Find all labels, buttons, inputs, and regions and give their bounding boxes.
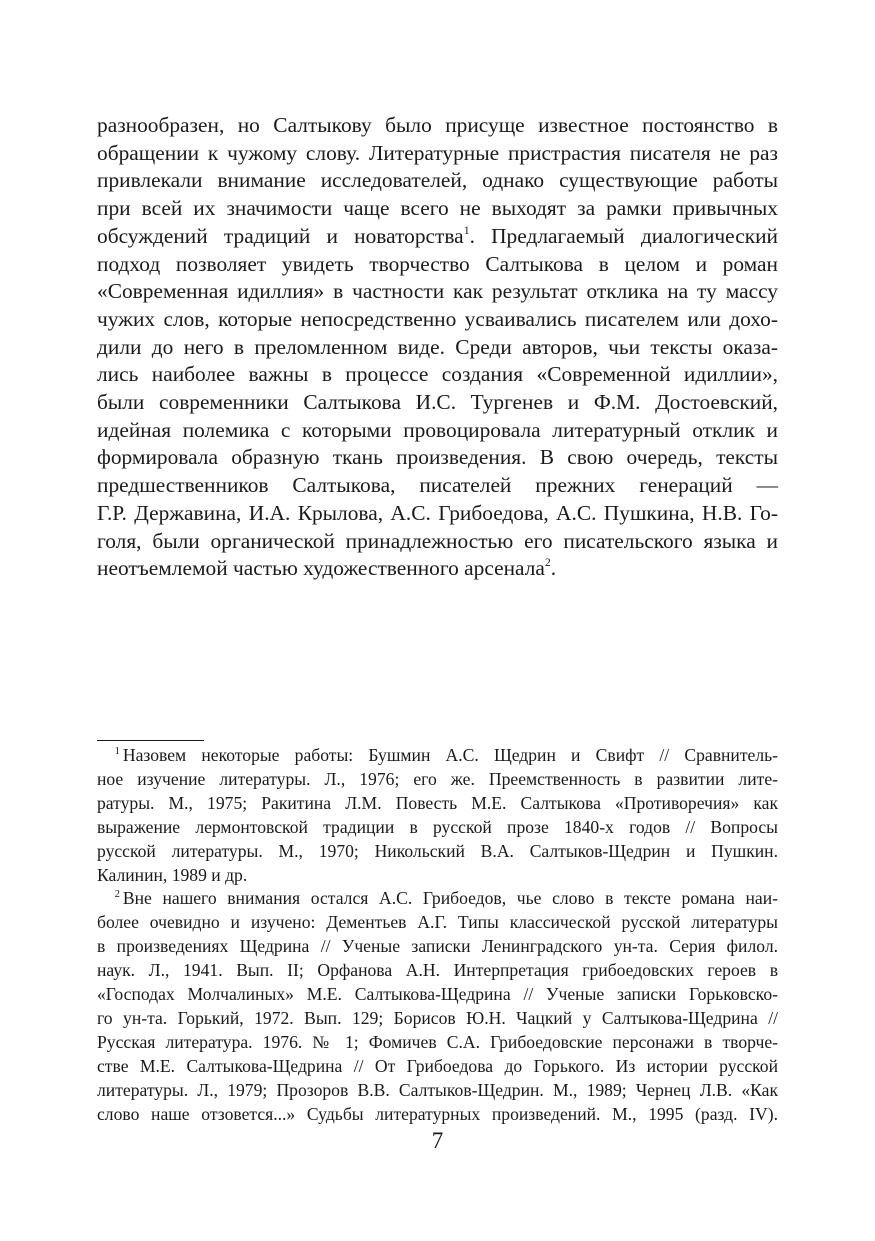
footnote-line: стве М.Е. Салтыкова-Щедрина // От Грибоедова до Горького. Из истории русской <box>97 1055 778 1076</box>
text-line: Г.Р. Державина, И.А. Крылова, А.С. Грибоедова, А.С. Пушкина, Н.В. Го- <box>97 500 778 525</box>
text-line: при всей их значимости чаще всего не выходят за рамки привычных <box>97 196 778 221</box>
page-number: 7 <box>431 1128 444 1153</box>
text-line: чужих слов, которые непосредственно усваивались писателем или дохо- <box>97 306 778 331</box>
text-line: были современники Салтыкова И.С. Тургенев и Ф.М. Достоевский, <box>97 390 778 415</box>
footnotes <box>97 744 778 1127</box>
footnote-line: в произведениях Щедрина // Ученые записки Ленинградского ун-та. Серия филол. <box>97 936 778 957</box>
footnote-line: литературы. Л., 1979; Прозоров В.В. Салтыков-Щедрин. М., 1989; Чернец Л.В. «Как <box>97 1079 778 1100</box>
footnote-line: ное изучение литературы. Л., 1976; его же. Преемственность в развитии лите- <box>97 768 778 789</box>
footnote-1 <box>97 744 778 887</box>
footnote-line <box>97 887 778 911</box>
text-line: голя, были органической принадлежностью его писательского языка и <box>97 528 778 553</box>
footnote-marker: 1 <box>114 745 120 757</box>
text-line: обращении к чужому слову. Литературные пристрастия писателя не раз <box>97 140 778 165</box>
text-line: лись наиболее важны в процессе создания «Современной идиллии», <box>97 362 778 387</box>
text-fragment: . <box>550 556 557 581</box>
footnote-line <box>97 744 778 768</box>
text-line: разнообразен, но Салтыкову было присуще известное постоянство в <box>97 113 778 137</box>
text-line: идейная полемика с которыми провоцировала литературный отклик и <box>97 417 778 442</box>
text-line: дили до него в преломленном виде. Среди авторов, чьи тексты оказа- <box>97 334 778 359</box>
footnote-ref-2[interactable]: 2 <box>544 556 551 570</box>
text-line: подход позволяет увидеть творчество Салтыкова в целом и роман <box>97 251 778 276</box>
footnote-line: более очевидно и изучено: Дементьев А.Г. Типы классической русской литературы <box>97 912 778 933</box>
text-line <box>97 223 778 251</box>
footnote-line: ратуры. М., 1975; Ракитина Л.М. Повесть М.Е. Салтыкова «Противоречия» как <box>97 792 778 813</box>
footnote-line: выражение лермонтовской традиции в русской прозе 1840-х годов // Вопросы <box>97 816 778 837</box>
footnote-line: Русская литература. 1976. № 1; Фомичев С.А. Грибоедовские персонажи в творче- <box>97 1031 778 1052</box>
text-fragment: Вне нашего внимания остался А.С. Грибоедов, чье слово в тексте романа наи- <box>122 888 778 909</box>
text-line: предшественников Салтыкова, писателей прежних генераций — <box>97 473 778 498</box>
footnote-line: русской литературы. М., 1970; Никольский В.А. Салтыков-Щедрин и Пушкин. <box>97 840 778 861</box>
footnote-line: слово наше отзовется...» Судьбы литературных произведений. М., 1995 (разд. IV). <box>97 1103 778 1124</box>
footnote-2 <box>97 887 778 1126</box>
text-fragment: . Предлагаемый диалогический <box>469 223 778 248</box>
footnote-marker: 2 <box>114 889 120 901</box>
text-line: формировала образную ткань произведения. В свою очередь, тексты <box>97 445 778 470</box>
text-fragment: обсуждений традиций и новаторства <box>97 223 464 248</box>
footnote-line: «Господах Молчалиных» М.Е. Салтыкова-Щедрина // Ученые записки Горьковско- <box>97 984 778 1005</box>
text-line: «Современная идиллия» в частности как результат отклика на ту массу <box>97 279 778 304</box>
footnote-line: Калинин, 1989 и др. <box>97 864 248 885</box>
text-fragment: неотъемлемой частью художественного арсенала <box>97 556 545 581</box>
text-line <box>97 555 778 583</box>
footnote-separator <box>97 740 204 741</box>
body-text <box>97 112 778 583</box>
text-line: привлекали внимание исследователей, однако существующие работы <box>97 168 778 193</box>
footnote-ref-1[interactable]: 1 <box>463 224 470 237</box>
footnote-line: наук. Л., 1941. Вып. II; Орфанова А.Н. Интерпретация грибоедовских героев в <box>97 960 778 981</box>
footnote-line: го ун-та. Горький, 1972. Вып. 129; Борисов Ю.Н. Чацкий у Салтыкова-Щедрина // <box>97 1007 778 1028</box>
text-fragment: Назовем некоторые работы: Бушмин А.С. Щедрин и Свифт // Сравнитель- <box>122 745 778 765</box>
